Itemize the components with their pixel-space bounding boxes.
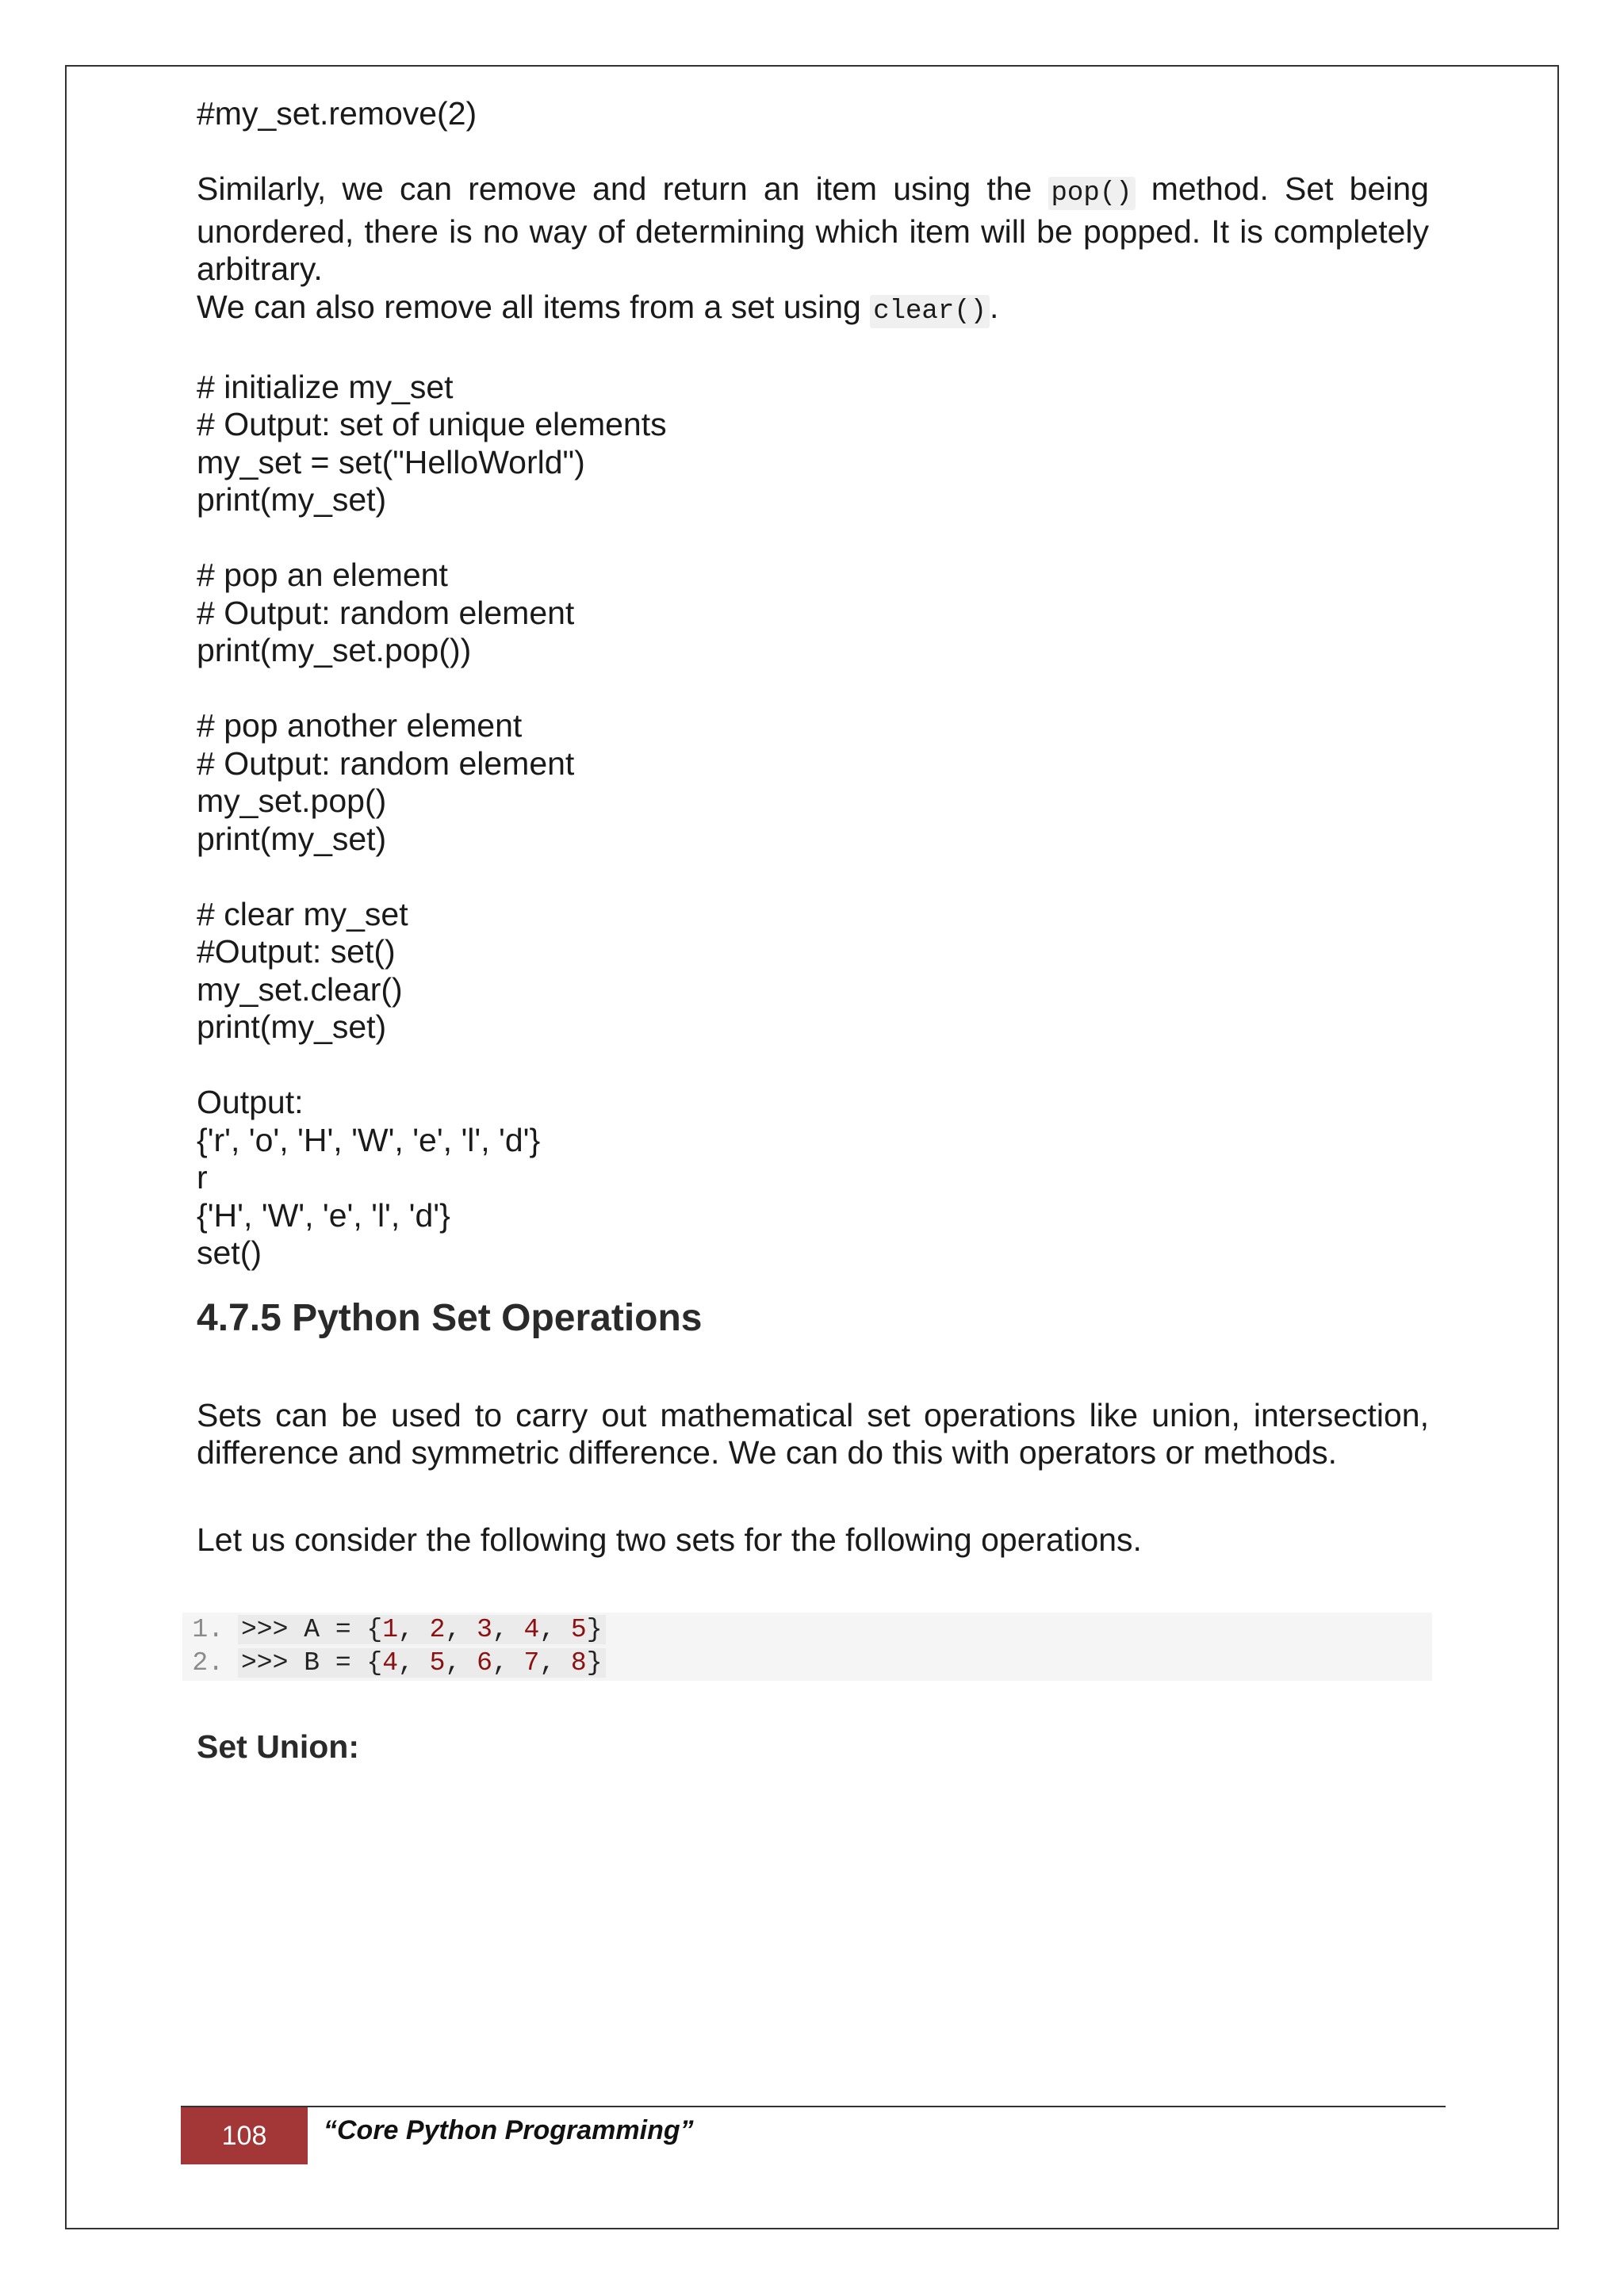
code-group-initialize <box>197 369 1429 519</box>
code-line-remove: #my_set.remove(2) <box>197 95 477 132</box>
output-line: r <box>197 1159 208 1196</box>
paragraph-pop <box>197 170 1429 289</box>
code-line: my_set.clear() <box>197 970 403 1008</box>
code-text: >>> B = {4, 5, 6, 7, 8} <box>238 1648 606 1678</box>
number-literal: 5 <box>429 1647 446 1678</box>
code-line: # Output: random element <box>197 744 575 782</box>
paragraph-consider: Let us consider the following two sets for the following operations. <box>197 1521 1142 1558</box>
code-line: # clear my_set <box>197 895 408 932</box>
number-literal: 3 <box>477 1614 492 1644</box>
number-literal: 2 <box>429 1614 446 1644</box>
output-line: set() <box>197 1234 262 1271</box>
code-line: # Output: set of unique elements <box>197 406 667 442</box>
number-literal: 5 <box>570 1614 587 1644</box>
paragraph-clear <box>197 289 1429 331</box>
number-literal: 7 <box>523 1647 540 1678</box>
output-group <box>197 1084 1429 1272</box>
line-number: 1. <box>192 1614 224 1644</box>
output-line: {'H', 'W', 'e', 'l', 'd'} <box>197 1196 450 1234</box>
code-line: print(my_set.pop()) <box>197 632 472 668</box>
code-group-pop-another <box>197 707 1429 858</box>
subheading-set-union: Set Union: <box>197 1728 359 1765</box>
code-suffix: } <box>586 1647 603 1678</box>
code-line: # pop another element <box>197 707 523 744</box>
page-content <box>197 95 1429 1559</box>
code-block <box>182 1613 1432 1681</box>
code-text: >>> A = {1, 2, 3, 4, 5} <box>238 1615 606 1644</box>
code-suffix: } <box>586 1614 603 1644</box>
number-literal: 8 <box>570 1647 587 1678</box>
number-literal: 4 <box>382 1647 399 1678</box>
section-heading: 4.7.5 Python Set Operations <box>197 1296 703 1339</box>
code-line: print(my_set) <box>197 1008 387 1045</box>
code-line: my_set.pop() <box>197 783 387 819</box>
paragraph-pop-text-1: Similarly, we can remove and return an item using the <box>197 170 1048 207</box>
paragraph-clear-text-1: We can also remove all items from a set using <box>197 288 871 325</box>
code-line: # initialize my_set <box>197 368 454 405</box>
output-line: Output: <box>197 1084 304 1120</box>
inline-code-clear: clear() <box>870 295 990 328</box>
code-line: print(my_set) <box>197 820 387 857</box>
code-line: my_set = set("HelloWorld") <box>197 443 585 480</box>
output-line: {'r', 'o', 'H', 'W', 'e', 'l', 'd'} <box>197 1121 541 1158</box>
code-block-line-1 <box>182 1613 606 1646</box>
code-group-pop <box>197 557 1429 670</box>
code-prefix: >>> B = { <box>241 1647 383 1678</box>
paragraph-pop-text-2: method. Set being unordered, there is no way of determining which item will be popped. It is completely arbitrary. <box>197 170 1429 287</box>
line-number: 2. <box>192 1647 224 1678</box>
code-group-clear <box>197 896 1429 1047</box>
code-prefix: >>> A = { <box>241 1614 383 1644</box>
code-line: # pop an element <box>197 557 448 593</box>
number-literal: 6 <box>477 1647 492 1678</box>
number-literal: 4 <box>523 1614 540 1644</box>
paragraph-clear-text-2: . <box>990 288 999 325</box>
page-number: 108 <box>181 2107 308 2164</box>
number-literal: 1 <box>382 1614 399 1644</box>
footer-divider <box>181 2106 1446 2107</box>
code-line: # Output: random element <box>197 594 575 631</box>
paragraph-set-operations: Sets can be used to carry out mathematical set operations like union, intersection, difference and symmetric difference. We can do this with operators or methods. <box>197 1396 1429 1471</box>
inline-code-pop: pop() <box>1048 177 1136 210</box>
code-line: #Output: set() <box>197 933 396 970</box>
book-title: “Core Python Programming” <box>324 2115 694 2145</box>
code-line: print(my_set) <box>197 481 387 518</box>
code-block-line-2 <box>182 1646 606 1679</box>
